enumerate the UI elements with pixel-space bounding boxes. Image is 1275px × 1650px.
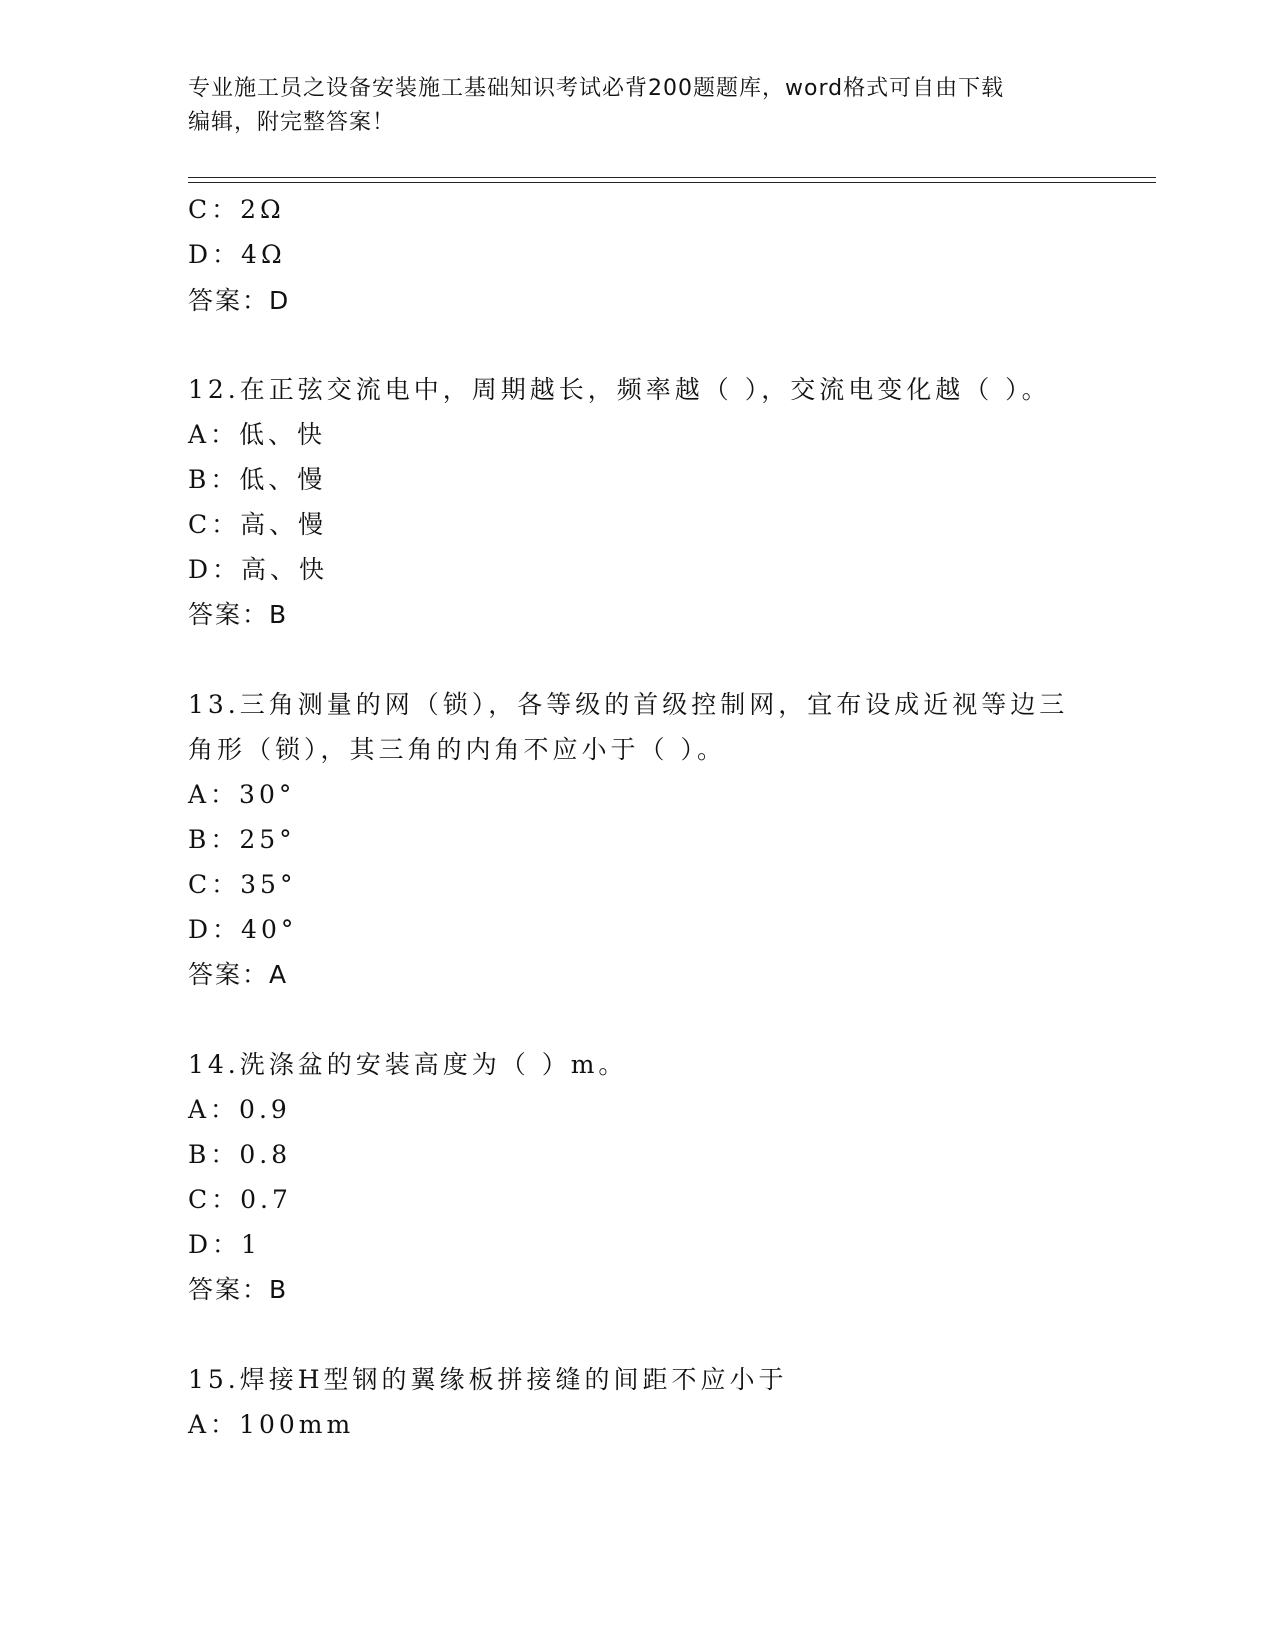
q13-option-c: C：35° [188, 870, 297, 899]
q14-option-a: A：0.9 [188, 1095, 291, 1124]
q13-option-a: A：30° [188, 780, 296, 809]
q14-answer: 答案：B [188, 1275, 289, 1304]
q12-option-b: B：低、慢 [188, 465, 327, 494]
prev-question-option-d: D：4Ω [188, 240, 286, 269]
q14-stem: 14.洗涤盆的安装高度为（ ）m。 [188, 1050, 628, 1079]
q12-stem: 12.在正弦交流电中，周期越长，频率越（ ），交流电变化越（ ）。 [188, 375, 1051, 404]
q13-option-d: D：40° [188, 915, 298, 944]
header-divider-top [188, 177, 1156, 178]
q13-stem-line-2: 角形（锁），其三角的内角不应小于（ ）。 [188, 735, 726, 764]
q14-option-d: D：1 [188, 1230, 261, 1259]
header-divider-bottom [188, 182, 1156, 183]
document-header [188, 72, 1088, 140]
prev-question-answer: 答案：D [188, 286, 291, 315]
q15-option-a: A：100mm [188, 1410, 355, 1439]
prev-question-option-c: C：2Ω [188, 195, 285, 224]
q13-option-b: B：25° [188, 825, 296, 854]
q14-option-b: B：0.8 [188, 1140, 292, 1169]
header-title-line-2: 编辑，附完整答案！ [188, 110, 396, 135]
q12-option-d: D：高、快 [188, 555, 329, 584]
q12-answer: 答案：B [188, 600, 289, 629]
q13-answer: 答案：A [188, 960, 289, 989]
header-title-line-1: 专业施工员之设备安装施工基础知识考试必背200题题库，word格式可自由下载 [188, 76, 1005, 101]
q12-option-a: A：低、快 [188, 420, 327, 449]
q15-stem: 15.焊接H型钢的翼缘板拼接缝的间距不应小于 [188, 1365, 788, 1394]
q12-option-c: C：高、慢 [188, 510, 328, 539]
q14-option-c: C：0.7 [188, 1185, 292, 1214]
q13-stem-line-1: 13.三角测量的网（锁），各等级的首级控制网，宜布设成近视等边三 [188, 690, 1069, 719]
